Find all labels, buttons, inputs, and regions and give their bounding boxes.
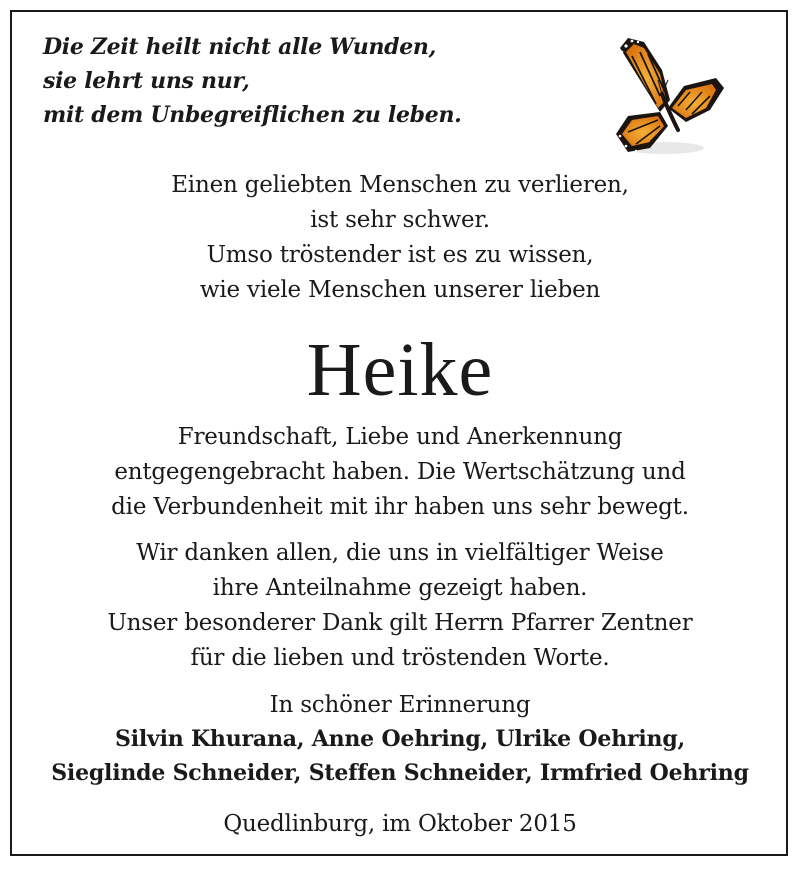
motto-line: mit dem Unbegreiflichen zu leben. bbox=[43, 102, 462, 128]
deceased-name: Heike bbox=[306, 328, 494, 412]
thanks-line: Wir danken allen, die uns in vielfältiger Weise bbox=[136, 540, 664, 566]
thanks-paragraph bbox=[0, 536, 800, 676]
friendship-line: Freundschaft, Liebe und Anerkennung bbox=[177, 424, 623, 450]
intro-line: Einen geliebten Menschen zu verlieren, bbox=[171, 172, 629, 198]
intro-paragraph bbox=[0, 168, 800, 308]
friendship-line: die Verbundenheit mit ihr haben uns sehr bewegt. bbox=[111, 494, 689, 520]
signers-line: Silvin Khurana, Anne Oehring, Ulrike Oehring, bbox=[115, 726, 685, 752]
remembrance-line: In schöner Erinnerung bbox=[269, 692, 531, 718]
friendship-paragraph bbox=[0, 420, 800, 525]
friendship-line: entgegengebracht haben. Die Wertschätzung und bbox=[114, 459, 686, 485]
intro-line: ist sehr schwer. bbox=[310, 207, 490, 233]
place-date: Quedlinburg, im Oktober 2015 bbox=[223, 811, 577, 837]
motto-line: Die Zeit heilt nicht alle Wunden, bbox=[43, 34, 436, 60]
thanks-line: Unser besonderer Dank gilt Herrn Pfarrer Zentner bbox=[107, 610, 693, 636]
thanks-line: für die lieben und tröstenden Worte. bbox=[190, 645, 610, 671]
thanks-line: ihre Anteilnahme gezeigt haben. bbox=[212, 575, 588, 601]
signers-list bbox=[0, 722, 800, 790]
motto-line: sie lehrt uns nur, bbox=[43, 68, 250, 94]
intro-line: Umso tröstender ist es zu wissen, bbox=[206, 242, 594, 268]
motto-quote bbox=[43, 30, 462, 132]
intro-line: wie viele Menschen unserer lieben bbox=[199, 277, 601, 303]
butterfly-icon bbox=[598, 30, 730, 160]
signers-line: Sieglinde Schneider, Steffen Schneider, Irmfried Oehring bbox=[51, 760, 749, 786]
